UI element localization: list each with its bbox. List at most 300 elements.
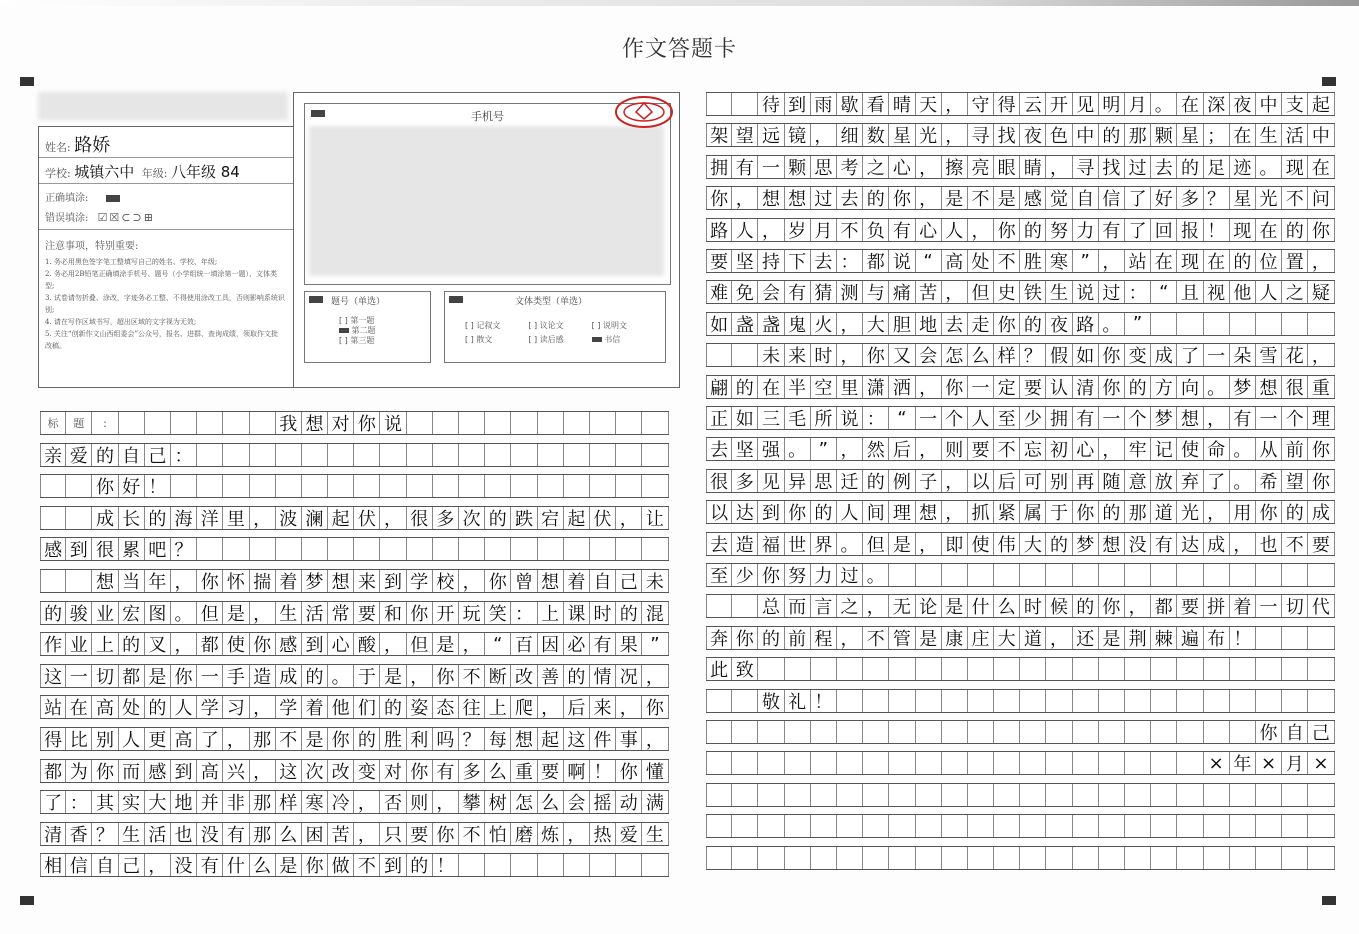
grid-cell — [916, 784, 942, 806]
grid-cell: 生 — [276, 602, 302, 624]
grid-cell: 改 — [511, 665, 537, 687]
grid-cell — [433, 475, 459, 497]
grid-cell: 高 — [197, 760, 223, 782]
grid-cell: 的 — [1020, 313, 1046, 335]
grid-cell: ， — [1046, 156, 1072, 178]
grid-cell: ， — [732, 187, 758, 209]
grid-cell: 是 — [433, 633, 459, 655]
grid-cell: 过 — [811, 187, 837, 209]
grid-cell — [1308, 313, 1334, 335]
grid-cell — [1282, 313, 1308, 335]
grid-cell: 常 — [328, 602, 354, 624]
grid-cell: 牢 — [1125, 438, 1151, 460]
grid-cell — [354, 475, 380, 497]
grid-cell: 潇 — [863, 376, 889, 398]
genre-option[interactable]: [ ] 读后感 — [528, 335, 564, 344]
grid-cell — [942, 752, 968, 774]
grid-cell: 代 — [1308, 595, 1334, 617]
grid-cell: 你 — [407, 760, 433, 782]
grid-cell: 要 — [1308, 533, 1334, 555]
grid-cell — [1256, 627, 1282, 649]
grid-cell: 你 — [706, 187, 732, 209]
grid-cell: ！ — [590, 760, 616, 782]
grid-cell: 别 — [1046, 470, 1072, 492]
grid-cell — [590, 475, 616, 497]
grid-cell: 人 — [942, 219, 968, 241]
grid-cell: 思 — [811, 470, 837, 492]
grid-cell: 要 — [538, 760, 564, 782]
grid-cell: 路 — [1073, 313, 1099, 335]
grid-cell: ！ — [811, 690, 837, 712]
grid-cell: 的 — [1099, 501, 1125, 523]
grid-cell — [485, 412, 511, 434]
grid-cell: 这 — [40, 665, 66, 687]
genre-option[interactable]: [ ] 说明文 — [591, 321, 627, 330]
grid-cell: 兴 — [223, 760, 249, 782]
grid-cell — [732, 690, 758, 712]
grid-cell: 定 — [994, 376, 1020, 398]
grid-cell: 的 — [811, 501, 837, 523]
grid-cell: 梦 — [1151, 407, 1177, 429]
grid-cell: 冷 — [328, 791, 354, 813]
grid-cell: 得 — [994, 93, 1020, 115]
grid-cell — [302, 538, 328, 560]
grid-cell: 前 — [785, 627, 811, 649]
wrong-fill-label: 错误填涂: — [45, 213, 89, 224]
grid-cell: 都 — [119, 665, 145, 687]
grid-row — [40, 601, 669, 625]
grid-cell — [732, 752, 758, 774]
grid-cell: 在 — [1204, 250, 1230, 272]
wrong-fill-samples: ☑☒⊂⊃⊞ — [97, 211, 155, 224]
grid-cell: 。 — [1230, 470, 1256, 492]
grid-cell: 地 — [916, 313, 942, 335]
grid-cell — [916, 847, 942, 869]
grid-cell: 什 — [223, 854, 249, 876]
grid-cell: 重 — [511, 760, 537, 782]
grid-cell — [994, 847, 1020, 869]
grid-cell — [40, 570, 66, 592]
grid-cell: ， — [863, 595, 889, 617]
grid-cell: 样 — [994, 344, 1020, 366]
grid-cell: ， — [916, 438, 942, 460]
grid-cell: 达 — [732, 501, 758, 523]
grid-cell: 动 — [616, 791, 642, 813]
grid-cell: 晴 — [889, 93, 915, 115]
grid-cell — [1256, 815, 1282, 837]
grid-cell: 说 — [380, 412, 406, 434]
grid-cell — [837, 721, 863, 743]
grid-cell — [1020, 815, 1046, 837]
grid-cell: 强 — [758, 438, 784, 460]
grid-cell: 要 — [354, 602, 380, 624]
grid-cell — [564, 854, 590, 876]
grid-cell: 成 — [276, 665, 302, 687]
grid-cell: 月 — [1282, 752, 1308, 774]
genre-option[interactable]: [ ] 记叙文 — [465, 321, 501, 330]
topic-option[interactable]: [ ] 第三题 — [339, 336, 375, 345]
grid-cell: 只 — [380, 823, 406, 845]
grid-cell: 如 — [732, 407, 758, 429]
grid-cell — [706, 344, 732, 366]
grid-row — [706, 343, 1335, 367]
grid-cell: 业 — [92, 602, 118, 624]
grid-cell: 现 — [1230, 219, 1256, 241]
grid-cell — [1151, 815, 1177, 837]
grid-cell: 变 — [354, 760, 380, 782]
grid-cell: 了 — [1125, 187, 1151, 209]
grid-cell: 己 — [616, 570, 642, 592]
grid-cell: 作 — [40, 633, 66, 655]
grid-cell — [732, 93, 758, 115]
grid-cell: 清 — [1073, 376, 1099, 398]
grid-cell: 宕 — [538, 507, 564, 529]
grid-cell — [1046, 564, 1072, 586]
grid-cell: 有 — [1099, 219, 1125, 241]
grid-cell: 这 — [564, 728, 590, 750]
grid-cell — [223, 412, 249, 434]
grid-cell — [942, 784, 968, 806]
grid-cell: 到 — [785, 93, 811, 115]
grid-cell: 地 — [171, 791, 197, 813]
grid-cell: 叉 — [145, 633, 171, 655]
grid-cell: 弃 — [1177, 470, 1203, 492]
grid-cell — [328, 538, 354, 560]
grid-cell: 而 — [785, 595, 811, 617]
grid-cell: 宏 — [119, 602, 145, 624]
grid-cell — [758, 658, 784, 680]
grid-cell — [250, 475, 276, 497]
grid-cell: 如 — [706, 313, 732, 335]
grid-cell: 深 — [1204, 93, 1230, 115]
grid-cell — [642, 444, 668, 466]
grid-cell: 的 — [407, 854, 433, 876]
grid-cell: 礼 — [785, 690, 811, 712]
grid-cell: 假 — [1046, 344, 1072, 366]
grid-cell: 要 — [407, 823, 433, 845]
grid-cell — [1151, 564, 1177, 586]
grid-cell: 疑 — [1308, 281, 1334, 303]
grid-cell: 个 — [1282, 407, 1308, 429]
grid-cell: 人 — [1256, 281, 1282, 303]
grid-cell: 但 — [863, 533, 889, 555]
grid-cell: 报 — [1177, 219, 1203, 241]
grid-cell — [302, 444, 328, 466]
grid-cell: ， — [1046, 627, 1072, 649]
notes-title: 注意事项，特别重要: — [45, 241, 139, 252]
grid-cell: 多 — [433, 507, 459, 529]
grid-cell: 拥 — [706, 156, 732, 178]
grid-cell — [732, 595, 758, 617]
grid-cell: 。 — [1099, 313, 1125, 335]
genre-option[interactable]: [ ] 议论文 — [528, 321, 564, 330]
grid-cell: 到 — [758, 501, 784, 523]
topic-option[interactable]: 第二题 — [339, 326, 376, 336]
grid-cell: 胆 — [889, 313, 915, 335]
grid-cell: 半 — [785, 376, 811, 398]
grid-cell — [1020, 658, 1046, 680]
grid-cell: 更 — [145, 728, 171, 750]
grid-cell: 想 — [1099, 533, 1125, 555]
grid-cell: ！ — [433, 854, 459, 876]
grid-cell: 苦 — [916, 281, 942, 303]
grid-cell: 有 — [433, 760, 459, 782]
grid-row — [706, 846, 1335, 870]
grid-cell — [837, 690, 863, 712]
grid-cell: ， — [616, 696, 642, 718]
grid-cell: 中 — [1308, 124, 1334, 146]
grid-cell: 并 — [197, 791, 223, 813]
grid-cell — [1073, 658, 1099, 680]
grid-cell: ， — [942, 501, 968, 523]
grid-cell: ？ — [459, 728, 485, 750]
grid-cell — [1151, 721, 1177, 743]
grid-cell: 看 — [863, 93, 889, 115]
grid-cell: 怎 — [511, 791, 537, 813]
grid-row — [40, 411, 669, 435]
grid-cell: 至 — [994, 407, 1020, 429]
grid-cell: 想 — [538, 570, 564, 592]
grid-cell — [968, 690, 994, 712]
grid-cell: 事 — [616, 728, 642, 750]
grid-cell: 梦 — [302, 570, 328, 592]
grid-cell: 那 — [250, 823, 276, 845]
grid-cell — [968, 658, 994, 680]
grid-cell: 足 — [1204, 156, 1230, 178]
grid-cell: 。 — [1256, 156, 1282, 178]
grid-cell — [1177, 847, 1203, 869]
grid-cell: 么 — [994, 595, 1020, 617]
grid-cell — [1230, 847, 1256, 869]
grid-cell: ， — [250, 507, 276, 529]
grid-cell: 校 — [433, 570, 459, 592]
grid-cell — [1204, 564, 1230, 586]
grid-cell: 累 — [119, 538, 145, 560]
grid-cell: 你 — [863, 344, 889, 366]
grid-cell: 习 — [223, 696, 249, 718]
grid-cell: ！ — [145, 475, 171, 497]
grid-row — [706, 751, 1335, 775]
grid-cell — [250, 412, 276, 434]
grid-cell: 坚 — [732, 250, 758, 272]
grid-cell — [1099, 815, 1125, 837]
grid-cell — [785, 784, 811, 806]
grid-cell: 说 — [837, 407, 863, 429]
grid-cell: 上 — [92, 633, 118, 655]
grid-cell: 程 — [811, 627, 837, 649]
grid-cell: 使 — [1177, 438, 1203, 460]
grid-cell: 免 — [732, 281, 758, 303]
grid-cell: 己 — [1308, 721, 1334, 743]
grid-cell: ， — [1125, 595, 1151, 617]
grid-cell — [732, 815, 758, 837]
grid-cell: 你 — [407, 602, 433, 624]
grid-cell — [302, 475, 328, 497]
grid-cell: 往 — [459, 696, 485, 718]
grid-cell — [197, 412, 223, 434]
grid-cell: 测 — [837, 281, 863, 303]
grid-cell: 你 — [1256, 501, 1282, 523]
grid-cell: 于 — [354, 665, 380, 687]
grid-cell: 否 — [380, 791, 406, 813]
grid-cell: 属 — [1020, 501, 1046, 523]
grid-row — [40, 822, 669, 846]
grid-cell: 问 — [1308, 187, 1334, 209]
grid-cell: 感 — [40, 538, 66, 560]
grid-cell: 自 — [1073, 187, 1099, 209]
grid-cell: 想 — [785, 187, 811, 209]
grid-cell — [1020, 784, 1046, 806]
name-label: 姓名: — [45, 141, 71, 154]
grid-cell — [1256, 564, 1282, 586]
grid-row — [706, 186, 1335, 210]
grid-cell: 开 — [433, 602, 459, 624]
grid-cell: 夜 — [1046, 313, 1072, 335]
grid-cell — [642, 538, 668, 560]
page-title: 作文答题卡 — [621, 37, 737, 62]
grid-cell: 细 — [837, 124, 863, 146]
grid-cell: ， — [837, 344, 863, 366]
grid-cell: ， — [916, 376, 942, 398]
grid-cell: 道 — [1020, 627, 1046, 649]
grid-cell — [1099, 752, 1125, 774]
grid-cell — [66, 507, 92, 529]
grid-cell — [968, 784, 994, 806]
grid-cell: 随 — [1099, 470, 1125, 492]
grid-cell — [433, 444, 459, 466]
grid-cell: 庄 — [968, 627, 994, 649]
grid-cell: 大 — [1020, 533, 1046, 555]
grid-cell — [197, 538, 223, 560]
grid-cell: 件 — [590, 728, 616, 750]
grid-cell: 会 — [758, 281, 784, 303]
grid-cell: 是 — [889, 533, 915, 555]
grid-cell: 的 — [758, 627, 784, 649]
grid-cell: 总 — [758, 595, 784, 617]
grid-cell: 的 — [863, 470, 889, 492]
grid-cell — [916, 564, 942, 586]
grid-cell: 成 — [1151, 344, 1177, 366]
grid-cell: 啊 — [564, 760, 590, 782]
grid-row — [706, 626, 1335, 650]
grid-cell — [889, 752, 915, 774]
grid-cell — [407, 538, 433, 560]
grid-cell: ： — [837, 250, 863, 272]
grid-cell: 界 — [811, 533, 837, 555]
grid-cell: 你 — [302, 854, 328, 876]
grid-cell — [564, 475, 590, 497]
grid-cell — [564, 444, 590, 466]
grid-cell: 所 — [811, 407, 837, 429]
grid-cell: 毛 — [785, 407, 811, 429]
grid-cell — [511, 854, 537, 876]
genre-option[interactable]: 书信 — [592, 334, 655, 345]
grid-row — [40, 443, 669, 467]
grid-cell — [1125, 658, 1151, 680]
grid-cell: 要 — [968, 438, 994, 460]
grid-cell: 初 — [1046, 438, 1072, 460]
grid-row — [706, 280, 1335, 304]
grid-cell: 的 — [354, 728, 380, 750]
grid-cell: 会 — [916, 344, 942, 366]
grid-cell — [1020, 847, 1046, 869]
grid-cell — [1099, 784, 1125, 806]
grid-cell — [1046, 815, 1072, 837]
grid-cell: 其 — [92, 791, 118, 813]
grid-cell — [1308, 658, 1334, 680]
grid-cell: 向 — [1177, 376, 1203, 398]
grid-cell: 来 — [785, 344, 811, 366]
grid-cell: 然 — [863, 438, 889, 460]
genre-option[interactable]: [ ] 散文 — [465, 335, 493, 344]
grid-cell — [1125, 564, 1151, 586]
grid-cell — [1099, 690, 1125, 712]
grid-cell: 过 — [1125, 156, 1151, 178]
grid-cell — [785, 815, 811, 837]
grid-cell — [1308, 627, 1334, 649]
note-item: 3. 试卷请勿折叠、涂改，字迹务必工整、不得使用涂改工具，否则影响系统识别; — [45, 294, 285, 314]
grid-cell: 造 — [250, 665, 276, 687]
grid-cell: 你 — [1099, 595, 1125, 617]
grid-cell — [354, 444, 380, 466]
grid-cell: ， — [642, 665, 668, 687]
grid-cell — [889, 564, 915, 586]
grid-cell: 寒 — [302, 791, 328, 813]
grid-cell: 有 — [1151, 533, 1177, 555]
grid-cell: 伏 — [354, 507, 380, 529]
grid-cell: 为 — [66, 760, 92, 782]
grid-cell: 了 — [40, 791, 66, 813]
grid-cell: 有 — [889, 219, 915, 241]
grid-cell — [433, 538, 459, 560]
grid-cell: 心 — [328, 633, 354, 655]
grid-cell — [223, 538, 249, 560]
grid-cell: 不 — [354, 854, 380, 876]
grid-cell: 澜 — [302, 507, 328, 529]
grid-cell — [1046, 690, 1072, 712]
grid-cell: 时 — [590, 602, 616, 624]
grid-cell: 不 — [459, 823, 485, 845]
grade-value: 八年级 84 — [170, 163, 240, 181]
grid-cell: 未 — [758, 344, 784, 366]
grid-cell — [1282, 564, 1308, 586]
grid-cell: 起 — [564, 507, 590, 529]
correct-fill-sample — [106, 195, 120, 202]
grid-cell: 子 — [916, 470, 942, 492]
grid-cell: 你 — [171, 665, 197, 687]
grid-cell — [1020, 564, 1046, 586]
grid-cell — [1125, 721, 1151, 743]
grid-cell: 努 — [785, 564, 811, 586]
grid-cell: 伏 — [590, 507, 616, 529]
grid-cell: 个 — [1125, 407, 1151, 429]
grid-cell: ， — [837, 313, 863, 335]
grid-cell: 你 — [1256, 721, 1282, 743]
grid-row — [706, 594, 1335, 618]
grid-cell — [1308, 564, 1334, 586]
grid-cell: 一 — [66, 665, 92, 687]
topic-option[interactable]: [ ] 第一题 — [339, 316, 375, 325]
grid-cell: 你 — [433, 823, 459, 845]
grid-cell — [732, 344, 758, 366]
grid-cell: 起 — [538, 728, 564, 750]
grid-cell: 心 — [889, 156, 915, 178]
grid-cell — [811, 815, 837, 837]
grid-cell — [590, 538, 616, 560]
grid-cell: 么 — [276, 823, 302, 845]
grid-cell: 题 — [66, 412, 92, 434]
grid-cell: 夜 — [1020, 124, 1046, 146]
